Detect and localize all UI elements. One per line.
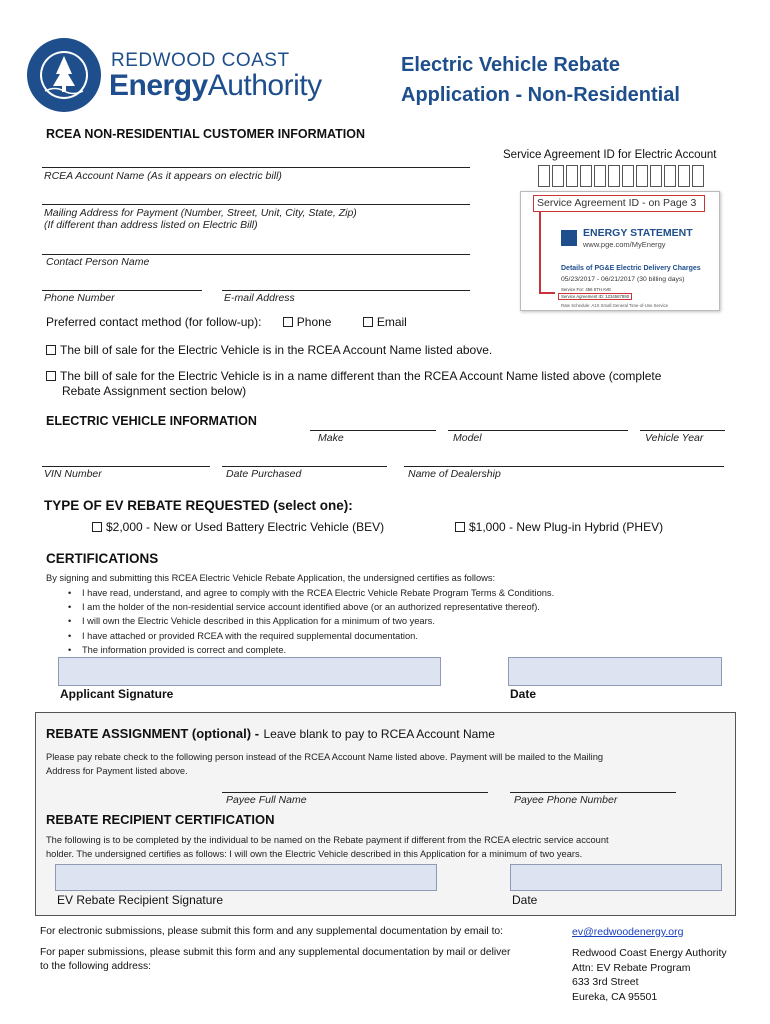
bill-of-sale-opt1[interactable]: [46, 343, 492, 357]
callout-connector-h: [539, 292, 555, 294]
year-label: Vehicle Year: [645, 432, 704, 444]
sa-digit-box[interactable]: [552, 165, 564, 187]
form-title-line-2: Application - Non-Residential: [401, 84, 680, 106]
bill-url: www.pge.com/MyEnergy: [583, 240, 666, 249]
model-label: Model: [453, 432, 482, 444]
mailing-address-label-2: (If different than address listed on Electric Bill): [44, 219, 258, 231]
certification-item: • I will own the Electric Vehicle described in this Application for a minimum of two years.: [82, 614, 554, 628]
redwood-seal-icon: [25, 36, 103, 114]
account-name-label: RCEA Account Name (As it appears on electric bill): [44, 170, 282, 182]
certifications-intro: By signing and submitting this RCEA Electric Vehicle Rebate Application, the undersigned certifies as follows:: [46, 573, 496, 583]
bill-of-sale-opt2[interactable]: [46, 369, 661, 399]
vin-input[interactable]: [42, 466, 210, 467]
address-line: Attn: EV Rebate Program: [572, 961, 691, 974]
dealership-label: Name of Dealership: [408, 468, 501, 480]
recipient-signature-field[interactable]: [55, 864, 437, 891]
assignment-text: [46, 750, 603, 778]
address-line: 633 3rd Street: [572, 976, 639, 988]
bev-checkbox[interactable]: [92, 522, 102, 532]
sa-digit-box[interactable]: [580, 165, 592, 187]
vin-label: VIN Number: [44, 468, 102, 480]
mailing-address-label-1: Mailing Address for Payment (Number, Street, Unit, City, State, Zip): [44, 207, 357, 219]
sa-digit-box[interactable]: [664, 165, 676, 187]
recipient-date-field[interactable]: [510, 864, 722, 891]
assignment-text-2: Address for Payment listed above.: [46, 766, 188, 776]
email-checkbox[interactable]: [363, 317, 373, 327]
sample-bill-image: [520, 191, 720, 311]
preferred-contact-label: Preferred contact method (for follow-up):: [46, 315, 262, 329]
recipient-cert-heading: REBATE RECIPIENT CERTIFICATION: [46, 812, 275, 827]
applicant-date-label: Date: [510, 687, 537, 701]
certification-item: • I have attached or provided RCEA with the required supplemental documentation.: [82, 629, 554, 643]
bill-of-sale-opt2-checkbox[interactable]: [46, 371, 56, 381]
logo-energy: Energy: [109, 69, 208, 102]
bill-details-heading: Details of PG&E Electric Delivery Charges: [561, 265, 701, 272]
preferred-contact: [46, 315, 407, 329]
recipient-signature-label: EV Rebate Recipient Signature: [57, 893, 224, 907]
certification-item: • I am the holder of the non-residential service account identified above (or an authorized representative thereof).: [82, 600, 554, 614]
mailing-address-input[interactable]: [42, 204, 470, 205]
rebate-type-heading: TYPE OF EV REBATE REQUESTED (select one):: [44, 498, 353, 513]
certification-item: • I have read, understand, and agree to comply with the RCEA Electric Vehicle Rebate Program Terms & Conditions.: [82, 586, 554, 600]
rcea-logo: [25, 36, 365, 116]
applicant-date-field[interactable]: [508, 657, 722, 686]
phone-label: Phone Number: [44, 292, 115, 304]
bill-energy-statement: ENERGY STATEMENT: [583, 227, 693, 239]
paper-submission-text-1: For paper submissions, please submit this form and any supplemental documentation by mail or deliver: [40, 947, 511, 958]
sa-digit-box[interactable]: [566, 165, 578, 187]
email-option-label: Email: [376, 315, 407, 329]
phev-label: $1,000 - New Plug-in Hybrid (PHEV): [469, 520, 664, 534]
year-input[interactable]: [640, 430, 725, 431]
bill-sa-line: Service Agreement ID: 1234567890: [558, 293, 632, 300]
date-purchased-input[interactable]: [222, 466, 387, 467]
paper-submission-text: [40, 946, 510, 974]
model-input[interactable]: [448, 430, 628, 431]
dealership-input[interactable]: [404, 466, 724, 467]
payee-phone-label: Payee Phone Number: [514, 794, 618, 806]
callout-connector: [539, 212, 541, 294]
sa-digit-box[interactable]: [636, 165, 648, 187]
logo-authority: Authority: [207, 69, 322, 102]
certification-item: • The information provided is correct and complete.: [82, 643, 554, 657]
certifications-list: [82, 586, 554, 657]
payee-name-input[interactable]: [222, 792, 488, 793]
phone-option[interactable]: [283, 315, 332, 329]
address-line: Eureka, CA 95501: [572, 990, 658, 1003]
phone-input[interactable]: [42, 290, 202, 291]
contact-person-label: Contact Person Name: [46, 256, 150, 268]
assignment-heading-bold: REBATE ASSIGNMENT (optional) -: [46, 726, 260, 741]
sa-callout-box: [533, 195, 705, 212]
email-option[interactable]: [363, 315, 407, 329]
submission-email-link[interactable]: ev@redwoodenergy.org: [572, 926, 684, 938]
phev-option[interactable]: [455, 520, 663, 534]
assignment-heading: [46, 725, 495, 743]
account-name-input[interactable]: [42, 167, 470, 168]
logo-line-1: REDWOOD COAST: [111, 50, 290, 71]
sa-digit-box[interactable]: [678, 165, 690, 187]
sa-digit-box[interactable]: [692, 165, 704, 187]
form-title: [401, 50, 680, 110]
payee-phone-input[interactable]: [510, 792, 676, 793]
assignment-heading-note: Leave blank to pay to RCEA Account Name: [263, 727, 495, 741]
recipient-date-label: Date: [512, 893, 538, 907]
sa-digit-box[interactable]: [622, 165, 634, 187]
email-input[interactable]: [222, 290, 470, 291]
phev-checkbox[interactable]: [455, 522, 465, 532]
bev-option[interactable]: [92, 520, 384, 534]
recipient-cert-text: [46, 833, 609, 861]
mailing-address-label: [44, 207, 357, 231]
sa-callout-text: Service Agreement ID - on Page 3: [537, 197, 697, 209]
assignment-text-1: Please pay rebate check to the following person instead of the RCEA Account Name listed above. Payment will be mailed to the Mailing: [46, 752, 604, 762]
electronic-submission-text: For electronic submissions, please submit this form and any supplemental documentation by email to:: [40, 926, 504, 937]
bill-of-sale-opt2-label-2: Rebate Assignment section below): [62, 384, 247, 398]
phone-checkbox[interactable]: [283, 317, 293, 327]
bill-dates: 05/23/2017 - 06/21/2017 (30 billing days): [561, 276, 685, 283]
bill-of-sale-opt1-label: The bill of sale for the Electric Vehicle is in the RCEA Account Name listed above.: [60, 343, 493, 357]
sa-digit-box[interactable]: [594, 165, 606, 187]
bev-label: $2,000 - New or Used Battery Electric Vehicle (BEV): [106, 520, 385, 534]
bill-of-sale-opt2-label: The bill of sale for the Electric Vehicle is in a name different than the RCEA Account Name listed above (complete: [60, 369, 662, 383]
applicant-signature-field[interactable]: [58, 657, 441, 686]
contact-person-input[interactable]: [42, 254, 470, 255]
certifications-heading: CERTIFICATIONS: [46, 551, 159, 566]
bill-rate-schedule: Rate Schedule: A1X Small General Time-of-Use Service: [561, 303, 668, 308]
date-purchased-label: Date Purchased: [226, 468, 302, 480]
recipient-cert-text-1: The following is to be completed by the individual to be named on the Rebate payment if different from the RCEA electric service account: [46, 835, 609, 845]
address-line: Redwood Coast Energy Authority: [572, 947, 727, 959]
form-title-line-1: Electric Vehicle Rebate: [401, 54, 621, 76]
phone-option-label: Phone: [296, 315, 332, 329]
email-label: E-mail Address: [224, 292, 295, 304]
mailing-address-block: [572, 946, 727, 1004]
bill-of-sale-opt1-checkbox[interactable]: [46, 345, 56, 355]
sa-digit-box[interactable]: [538, 165, 550, 187]
payee-name-label: Payee Full Name: [226, 794, 307, 806]
vehicle-heading: ELECTRIC VEHICLE INFORMATION: [46, 414, 257, 428]
sa-label: Service Agreement ID for Electric Account: [503, 149, 717, 161]
logo-line-2: [109, 69, 322, 103]
paper-submission-text-2: to the following address:: [40, 961, 152, 972]
customer-heading: RCEA NON-RESIDENTIAL CUSTOMER INFORMATION: [46, 127, 365, 141]
applicant-signature-label: Applicant Signature: [60, 687, 174, 701]
pge-logo-icon: [561, 230, 577, 246]
sa-digit-box[interactable]: [650, 165, 662, 187]
make-label: Make: [318, 432, 344, 444]
sa-digit-box[interactable]: [608, 165, 620, 187]
make-input[interactable]: [310, 430, 436, 431]
bill-service-for: Service For: 456 5TH AVE: [561, 287, 612, 292]
recipient-cert-text-2: holder. The undersigned certifies as follows: I will own the Electric Vehicle described in this Application for a minimum of two years.: [46, 849, 583, 859]
